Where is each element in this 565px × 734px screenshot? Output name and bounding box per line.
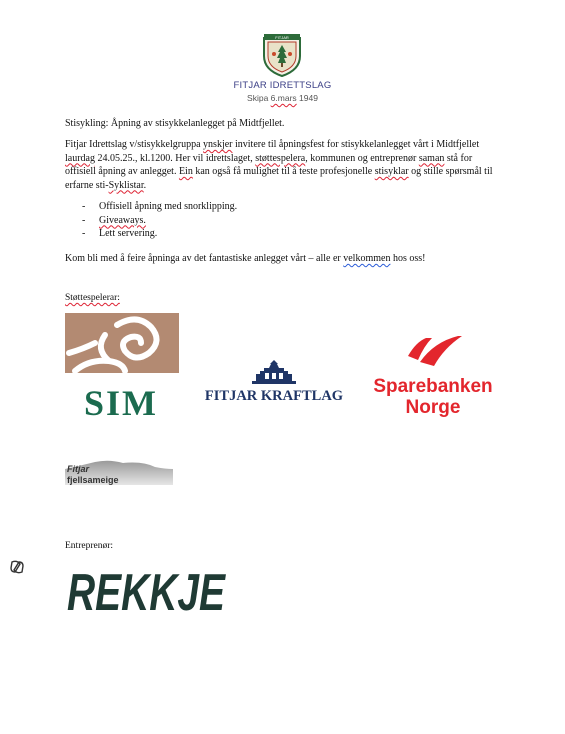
founded-date: 6.mars <box>270 93 297 103</box>
closing-word: velkommen <box>343 253 391 264</box>
org-name: FITJAR IDRETTSLAG <box>233 80 332 91</box>
document-heading: Stisykling: Åpning av stisykkelanlegget på Midtfjellet. <box>65 118 285 129</box>
closing-text: hos oss! <box>390 253 426 264</box>
founded-line <box>0 93 565 103</box>
bullet-dash: - <box>82 228 86 239</box>
intro-text: og stille spørsmål til erfarne sti- <box>65 166 493 191</box>
sim-logo-icon <box>65 313 183 423</box>
event-list <box>65 200 495 241</box>
list-item <box>65 200 495 214</box>
fitjar-kraftlag-logo-icon <box>204 358 344 404</box>
intro-text: invitere til åpningsfest for stisykkelanlegget vårt i Midtfjellet <box>232 139 480 150</box>
list-item-text: Lett servering. <box>99 228 158 239</box>
contractor-label: Entreprenør: <box>65 541 114 551</box>
sponsors-label: Støttespelerar: <box>65 293 120 303</box>
intro-paragraph <box>65 138 495 192</box>
intro-text: 24.05.25., kl.1200. Her vil idrettslaget, <box>95 152 256 164</box>
fitjar-fjellsameige-logo-icon <box>65 457 173 487</box>
intro-word: stisyklar <box>374 166 409 177</box>
rekkje-wordmark: REKKJE <box>67 564 226 622</box>
intro-word: støttespelera <box>255 152 306 164</box>
closing-paragraph <box>65 252 495 266</box>
intro-text: kan også få mulighet til å teste profesjonelle <box>192 166 375 177</box>
sparebanken-line-1: Sparebanken <box>373 376 493 397</box>
crest-lettering: FITJAR <box>275 35 289 40</box>
fjell-line-1: Fitjar <box>67 464 90 474</box>
sparebanken-norge-logo-icon <box>370 334 496 418</box>
list-item <box>65 214 495 228</box>
rekkje-logo-icon <box>65 556 227 622</box>
intro-word: ynskjer <box>203 139 233 150</box>
fitjar-idrettslag-crest-icon <box>260 30 304 78</box>
founded-prefix: Skipa <box>247 93 271 103</box>
founded-year: 1949 <box>296 93 318 103</box>
closing-text: Kom bli med å feire åpninga av det fantastiske anlegget vårt – alle er <box>65 253 344 264</box>
intro-word: Syklistar <box>108 179 144 191</box>
list-item-text: Offisiell åpning med snorklipping. <box>99 201 238 212</box>
list-item <box>65 227 495 241</box>
fjell-line-2: fjellsameige <box>67 475 119 485</box>
intro-text: stå for offisiell åpning av anlegget. <box>65 152 473 177</box>
intro-word: Ein <box>178 166 193 177</box>
copilot-margin-icon[interactable] <box>8 558 26 576</box>
bullet-dash: - <box>82 201 86 212</box>
intro-word: laurdag <box>65 152 95 164</box>
bullet-dash: - <box>82 214 86 226</box>
intro-text: , kommunen og entreprenør <box>305 152 419 164</box>
kraftlag-wordmark: FITJAR KRAFTLAG <box>204 388 344 404</box>
sim-wordmark: SIM <box>83 383 159 423</box>
intro-word: saman <box>418 152 445 164</box>
intro-text: Fitjar Idrettslag v/stisykkelgruppa <box>65 139 204 150</box>
list-item-text: Giveaways. <box>99 214 146 226</box>
intro-text: . <box>143 179 147 191</box>
sparebanken-line-2: Norge <box>405 397 461 418</box>
